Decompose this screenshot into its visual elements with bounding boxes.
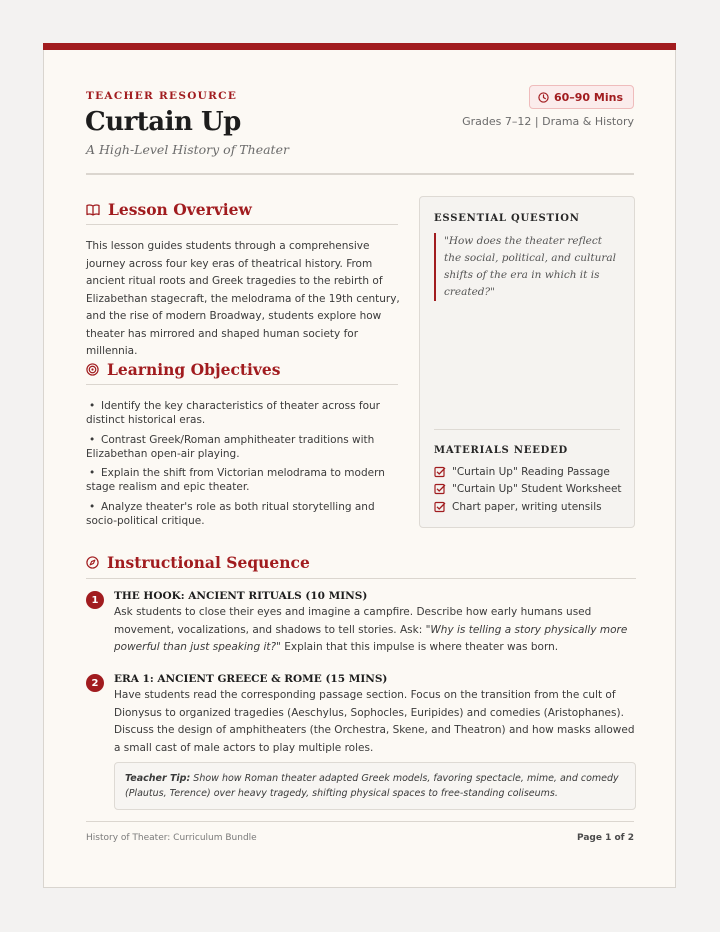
objectives-list [86, 399, 404, 533]
tip-label: Teacher Tip: [125, 773, 191, 784]
checkbox-checked-icon [434, 466, 446, 478]
top-accent-bar [43, 43, 676, 50]
footer-title: History of Theater: Curriculum Bundle [86, 833, 257, 843]
page-title: Curtain Up [85, 107, 241, 137]
list-item: Chart paper, writing utensils [434, 498, 622, 516]
worksheet-page [43, 43, 676, 888]
sidebar-card [419, 196, 635, 528]
sequence-step [86, 589, 636, 657]
list-item: • Identify the key characteristics of theater across four distinct historical eras. [86, 400, 380, 426]
footer-divider [86, 821, 634, 822]
duration-text: 60–90 Mins [553, 90, 623, 104]
open-book-icon [86, 204, 100, 216]
checkbox-checked-icon [434, 501, 446, 513]
sequence-divider [86, 578, 636, 579]
step-text: Ask students to close their eyes and imagine a campfire. Describe how early humans used movement, vocalizations, and shadows to tell stories. Ask: "Why is telling a story physically more powerful than just speaking it?" Explain that this impulse is where theater was born. [114, 606, 628, 653]
teacher-tip [114, 762, 636, 810]
materials-list [434, 463, 622, 516]
step-title: THE HOOK: ANCIENT RITUALS (10 MINS) [114, 590, 368, 602]
overview-heading [86, 200, 252, 219]
materials-label: MATERIALS NEEDED [434, 445, 568, 456]
overview-text: This lesson guides students through a comprehensive journey across four key eras of theatrical history. From ancient ritual roots and Greek tragedies to the rebirth of Elizabethan stagecraft, the melodrama of the 19th century, and the rise of modern Broadway, students explore how theater has mirrored and shaped human society for millennia. [86, 240, 400, 357]
target-icon [86, 363, 99, 376]
sequence-heading [86, 553, 310, 572]
objectives-divider [86, 384, 398, 385]
step-text: Have students read the corresponding passage section. Focus on the transition from the cult of Dionysus to organized tragedies (Aeschylus, Sophocles, Euripides) and comedies (Aristophanes). Discuss the design of amphitheaters (the Orchestra, Skene, and Theatron) and how masks allowed a small cast of male actors to play multiple roles. [114, 689, 635, 754]
grades-subject: Grades 7–12 | Drama & History [462, 115, 634, 128]
step-number: 2 [86, 674, 104, 692]
list-item: "Curtain Up" Student Worksheet [434, 481, 622, 499]
compass-icon [86, 556, 99, 569]
essential-question-label: ESSENTIAL QUESTION [434, 213, 580, 224]
clock-icon [538, 92, 549, 103]
essential-question: "How does the theater reflect the social, political, and cultural shifts of the era in which it is created?" [434, 233, 618, 301]
eyebrow-label: TEACHER RESOURCE [86, 90, 238, 102]
sequence-step [86, 672, 636, 757]
list-item: • Explain the shift from Victorian melodrama to modern stage realism and epic theater. [86, 467, 385, 493]
list-item: • Contrast Greek/Roman amphitheater traditions with Elizabethan open-air playing. [86, 433, 375, 460]
tip-text: Show how Roman theater adapted Greek models, favoring spectacle, mime, and comedy (Plautus, Terence) over heavy tragedy, shifting physical spaces to free-standing coliseums. [125, 773, 619, 799]
overview-divider [86, 224, 398, 225]
objectives-heading [86, 360, 281, 379]
checkbox-checked-icon [434, 483, 446, 495]
header-divider [86, 173, 634, 175]
page-number: Page 1 of 2 [577, 833, 634, 843]
step-number: 1 [86, 591, 104, 609]
duration-badge [529, 85, 634, 109]
objectives-heading-text: Learning Objectives [107, 360, 281, 379]
list-item: "Curtain Up" Reading Passage [434, 463, 622, 481]
overview-heading-text: Lesson Overview [108, 200, 252, 219]
step-title: ERA 1: ANCIENT GREECE & ROME (15 MINS) [114, 673, 388, 685]
sequence-heading-text: Instructional Sequence [107, 553, 310, 572]
card-divider [434, 429, 620, 430]
page-subtitle: A High-Level History of Theater [86, 142, 289, 157]
list-item: • Analyze theater's role as both ritual storytelling and socio-political critique. [86, 500, 375, 527]
